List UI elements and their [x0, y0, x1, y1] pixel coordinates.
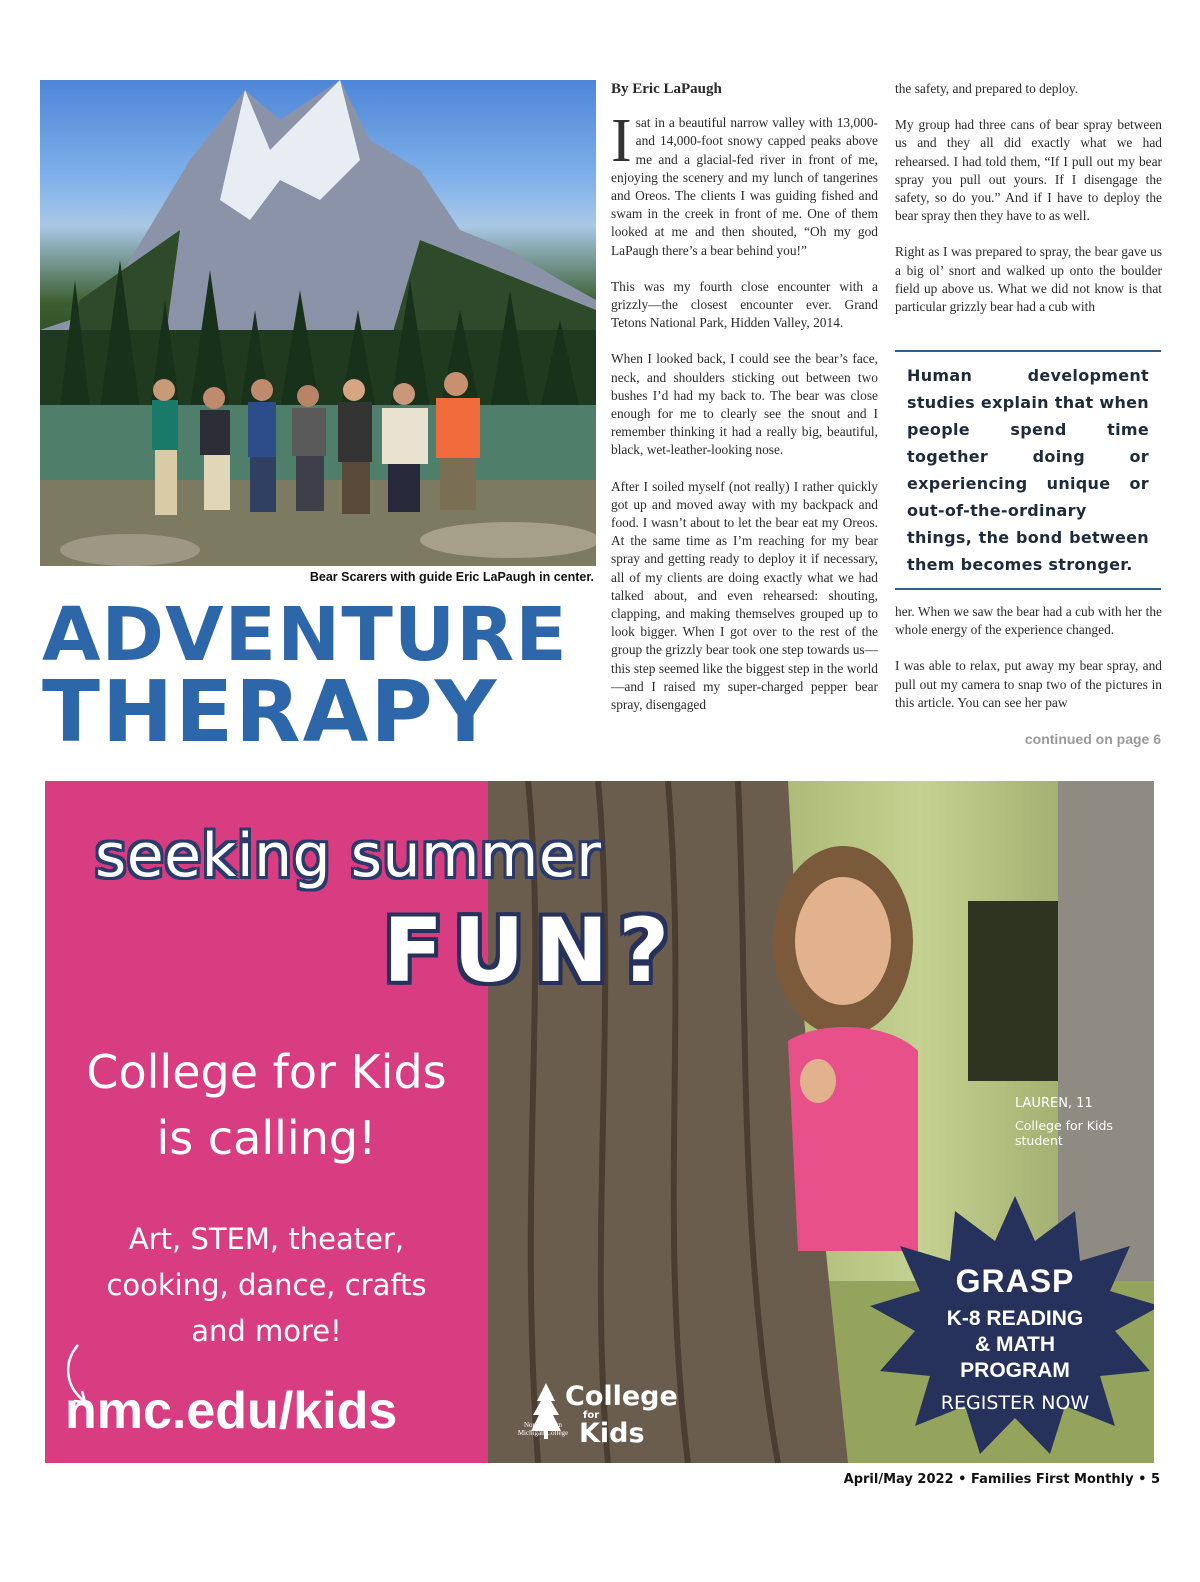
paragraph: This was my fourth close encounter with a grizzly—the closest encounter ever. Grand Tetons National Park, Hidden Valley, 2014.	[611, 278, 878, 331]
group-photo	[40, 80, 596, 566]
paragraph: I was able to relax, put away my bear spray, and pull out my camera to snap two of the pictures in this article. You can see her paw	[895, 658, 1162, 710]
student-name: LAUREN, 11	[1015, 1096, 1093, 1111]
logo-college: College	[565, 1381, 678, 1412]
paragraph	[611, 107, 878, 260]
paragraph: When I looked back, I could see the bear’s face, neck, and shoulders sticking out between two bushes I’d had my back to. The bear was close enough for me to clearly see the snout and I remember thinking it had a really big, beautiful, black, wet-leather-looking nose.	[611, 351, 878, 458]
paragraph: her. When we saw the bear had a cub with her the whole energy of the experience changed.	[895, 604, 1162, 638]
ad-activities-line3: and more!	[191, 1314, 342, 1348]
ad-url-link[interactable]: nmc.edu/kids	[65, 1382, 398, 1440]
grasp-line3: PROGRAM	[960, 1359, 1070, 1382]
grasp-line1: K-8 READING	[946, 1307, 1084, 1330]
grasp-program	[915, 1306, 1115, 1384]
article-column-1	[611, 80, 878, 732]
grasp-title: GRASP	[955, 1263, 1075, 1299]
nmc-tree-logo-icon	[525, 1381, 567, 1451]
ad-subhead-line2: is calling!	[156, 1111, 377, 1165]
logo-for: for	[583, 1410, 600, 1421]
ad-subhead	[45, 1039, 488, 1171]
ad-subhead-line1: College for Kids	[86, 1045, 447, 1099]
paragraph: After I soiled myself (not really) I rather quickly got up and moved away with my backpack and food. I wasn’t about to let the bear eat my Oreos. At the same time as I’m reaching for my bear spray and getting ready to deploy it if necessary, all of my clients are doing exactly what we had talked about, and even rehearsed: shouting, clapping, and making themselves grouped up to look bigger. When I got over to the rest of the group the grizzly bear took one step towards us—this step seemed like the biggest step in the world—and I raised my super-charged pepper bear spray, disengaged	[611, 478, 879, 713]
paragraph: My group had three cans of bear spray between us and they all did exactly what we had rehearsed. I had told them, “If I pull out my bear spray you pull out yours. If I disengage the safety, so do you.” And if I have to deploy the bear spray then they have to as well.	[895, 117, 1162, 224]
nmc-logo-text: Northwestern Michigan College	[517, 1421, 569, 1437]
ad-activities-line2: cooking, dance, crafts	[106, 1268, 427, 1302]
ad-activities-line1: Art, STEM, theater,	[128, 1222, 405, 1256]
page-footer: April/May 2022 • Families First Monthly • 5	[843, 1472, 1160, 1487]
paragraph: Right as I was prepared to spray, the bear gave us a big ol’ snort and walked up onto the boulder field up above us. What we did not know is that particular grizzly bear had a cub with	[895, 244, 1162, 315]
article-title-line2: THERAPY	[42, 663, 499, 762]
paragraph-text: sat in a beautiful narrow valley with 13,000- and 14,000-foot snowy capped peaks above me and a glacial-fed river in front of me, enjoying the scenery and my lunch of tangerines and Oreos. The clients I was guiding fished and swam in the creek in front of me. One of them looked at me and then shouted, “Oh my god LaPaugh there’s a bear behind you!”	[611, 115, 878, 258]
article-column-2	[895, 80, 1162, 334]
drop-cap: I	[611, 107, 632, 176]
byline: By Eric LaPaugh	[611, 81, 722, 97]
pull-quote	[895, 350, 1161, 590]
student-role: College for Kids student	[1015, 1118, 1113, 1148]
continued-link[interactable]: continued on page 6	[1024, 731, 1161, 747]
register-now-button[interactable]: REGISTER NOW	[940, 1392, 1090, 1414]
article-title-line1: ADVENTURE	[42, 592, 568, 678]
ad-headline-2: FUN?	[383, 899, 680, 1002]
pull-quote-text: Human development studies explain that when people spend time together doing or experiencing unique or out-of-the-ordinary things, the bond between them becomes stronger.	[907, 366, 1149, 574]
ad-activities	[45, 1216, 488, 1354]
article-column-2-continued	[895, 603, 1162, 730]
paragraph: the safety, and prepared to deploy.	[895, 81, 1079, 96]
ad-headline-1: seeking summer	[95, 821, 602, 891]
college-for-kids-ad[interactable]	[45, 781, 1154, 1463]
college-for-kids-logo	[565, 1383, 678, 1447]
grasp-line2: & MATH	[974, 1333, 1056, 1356]
photo-caption: Bear Scarers with guide Eric LaPaugh in center.	[309, 570, 594, 584]
logo-kids: Kids	[579, 1418, 645, 1449]
